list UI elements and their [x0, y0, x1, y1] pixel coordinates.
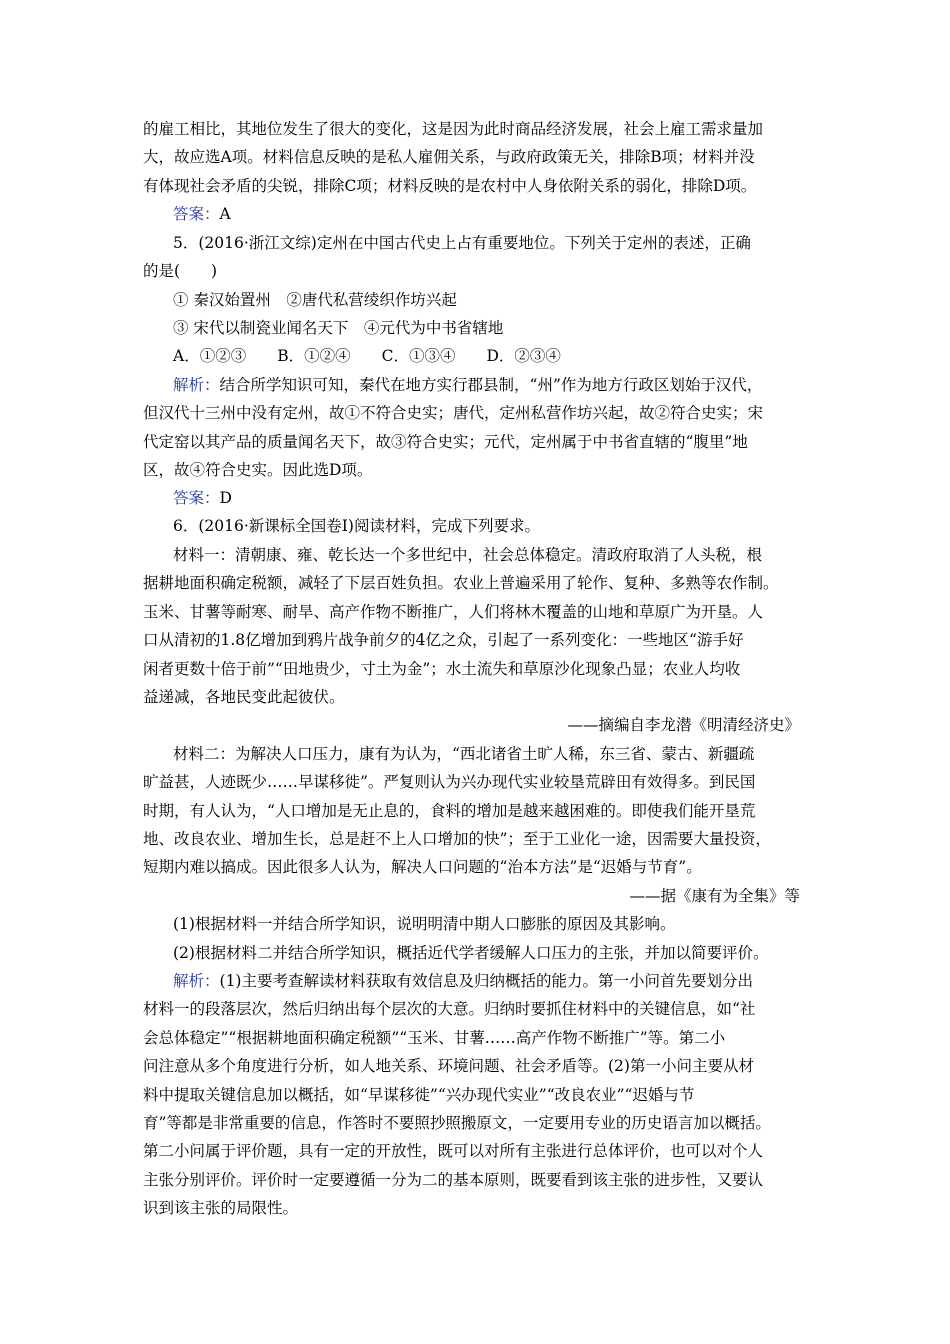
material-1-line: 益递减，各地民变此起彼伏。 — [143, 688, 345, 706]
answer-label: 答案： — [173, 489, 220, 507]
question-5-stem: 5．(2016·浙江文综)定州在中国古代史上占有重要地位。下列关于定州的表述，正确 — [173, 234, 751, 252]
material-2-line: 短期内难以搞成。因此很多人认为，解决人口问题的“治本方法”是“迟婚与节育”。 — [143, 858, 702, 876]
answer-value: D — [219, 489, 232, 507]
material-2-source: ——据《康有为全集》等 — [629, 887, 800, 905]
text-line: 但汉代十三州中没有定州，故①不符合史实；唐代，定州私营作坊兴起，故②符合史实；宋 — [143, 404, 764, 422]
text-line: 料中提取关键信息加以概括，如“早谋移徙”“兴办现代实业”“改良农业”“迟婚与节 — [143, 1086, 695, 1104]
text-line: 问注意从多个角度进行分析，如人地关系、环境问题、社会矛盾等。(2)第一小问主要从材 — [143, 1057, 754, 1075]
text-line: 育”等都是非常重要的信息，作答时不要照抄照搬原文，一定要用专业的历史语言加以概括。 — [143, 1114, 771, 1132]
requirement-1: (1)根据材料一并结合所学知识，说明明清中期人口膨胀的原因及其影响。 — [173, 915, 676, 933]
material-1-source: ——摘编自李龙潜《明清经济史》 — [567, 716, 800, 734]
answer-line-q4 — [173, 204, 231, 224]
material-2-line: 地、改良农业、增加生长，总是赶不上人口增加的快”；至于工业化一途，因需要大量投资， — [143, 830, 771, 848]
text-line: 第二小问属于评价题，具有一定的开放性，既可以对所有主张进行总体评价，也可以对个人 — [143, 1142, 764, 1160]
material-1-line: 玉米、甘薯等耐寒、耐旱、高产作物不断推广，人们将林木覆盖的山地和草原广为开垦。人 — [143, 603, 764, 621]
material-1-line: 口从清初的1.8亿增加到鸦片战争前夕的4亿之众，引起了一系列变化：一些地区“游手好 — [143, 631, 744, 649]
material-2-line: 材料二：为解决人口压力，康有为认为，“西北诸省土旷人稀，东三省、蒙古、新疆疏 — [173, 745, 755, 763]
text-line: 的雇工相比，其地位发生了很大的变化，这是因为此时商品经济发展，社会上雇工需求量加 — [143, 120, 764, 138]
question-5-option-line: ① 秦汉始置州 ②唐代私营绫织作坊兴起 — [173, 291, 457, 309]
question-6-analysis — [173, 971, 753, 991]
text-line: 识到该主张的局限性。 — [143, 1199, 299, 1217]
text-line: 有体现社会矛盾的尖锐，排除C项；材料反映的是农村中人身依附关系的弱化，排除D项。 — [143, 177, 757, 195]
analysis-label: 解析： — [173, 376, 220, 394]
analysis-label: 解析： — [173, 972, 220, 990]
material-1-line: 闲者更数十倍于前”“田地贵少，寸土为金”；水土流失和草原沙化现象凸显；农业人均收 — [143, 660, 741, 678]
text-line: 区，故④符合史实。因此选D项。 — [143, 461, 373, 479]
text-line: 代定窑以其产品的质量闻名天下，故③符合史实；元代，定州属于中书省直辖的“腹里”地 — [143, 433, 748, 451]
analysis-text: (1)主要考查解读材料获取有效信息及归纳概括的能力。第一小问首先要划分出 — [219, 972, 753, 990]
requirement-2: (2)根据材料二并结合所学知识，概括近代学者缓解人口压力的主张，并加以简要评价。 — [173, 944, 769, 962]
text-line: 材料一的段落层次，然后归纳出每个层次的大意。归纳时要抓住材料中的关键信息，如“社 — [143, 1000, 756, 1018]
material-2-line: 时期，有人认为，“人口增加是无止息的，食料的增加是越来越困难的。即使我们能开垦荒 — [143, 802, 756, 820]
material-2-line: 旷益甚，人迹既少……早谋移徙”。严复则认为兴办现代实业较垦荒辟田有效得多。到民国 — [143, 773, 756, 791]
answer-line-q5 — [173, 488, 232, 508]
text-line: 大，故应选A项。材料信息反映的是私人雇佣关系，与政府政策无关，排除B项；材料并没 — [143, 148, 755, 166]
text-line: 主张分别评价。评价时一定要遵循一分为二的基本原则，既要看到该主张的进步性，又要认 — [143, 1171, 764, 1189]
material-1-line: 材料一：清朝康、雍、乾长达一个多世纪中，社会总体稳定。清政府取消了人头税，根 — [173, 546, 763, 564]
analysis-text: 结合所学知识可知，秦代在地方实行郡县制，“州”作为地方行政区划始于汉代， — [219, 376, 763, 394]
answer-label: 答案： — [173, 205, 220, 223]
question-5-choices: A．①②③ B．①②④ C．①③④ D．②③④ — [173, 347, 561, 365]
question-5-analysis — [173, 375, 762, 395]
answer-value: A — [219, 205, 231, 223]
material-1-line: 据耕地面积确定税额，减轻了下层百姓负担。农业上普遍采用了轮作、复种、多熟等农作制。 — [143, 574, 779, 592]
question-5-stem-cont: 的是( ) — [143, 262, 218, 280]
question-5-option-line: ③ 宋代以制瓷业闻名天下 ④元代为中书省辖地 — [173, 319, 504, 337]
question-6-stem: 6．(2016·新课标全国卷Ⅰ)阅读材料，完成下列要求。 — [173, 517, 540, 535]
text-line: 会总体稳定”“根据耕地面积确定税额”“玉米、甘薯……高产作物不断推广”等。第二小 — [143, 1029, 726, 1047]
